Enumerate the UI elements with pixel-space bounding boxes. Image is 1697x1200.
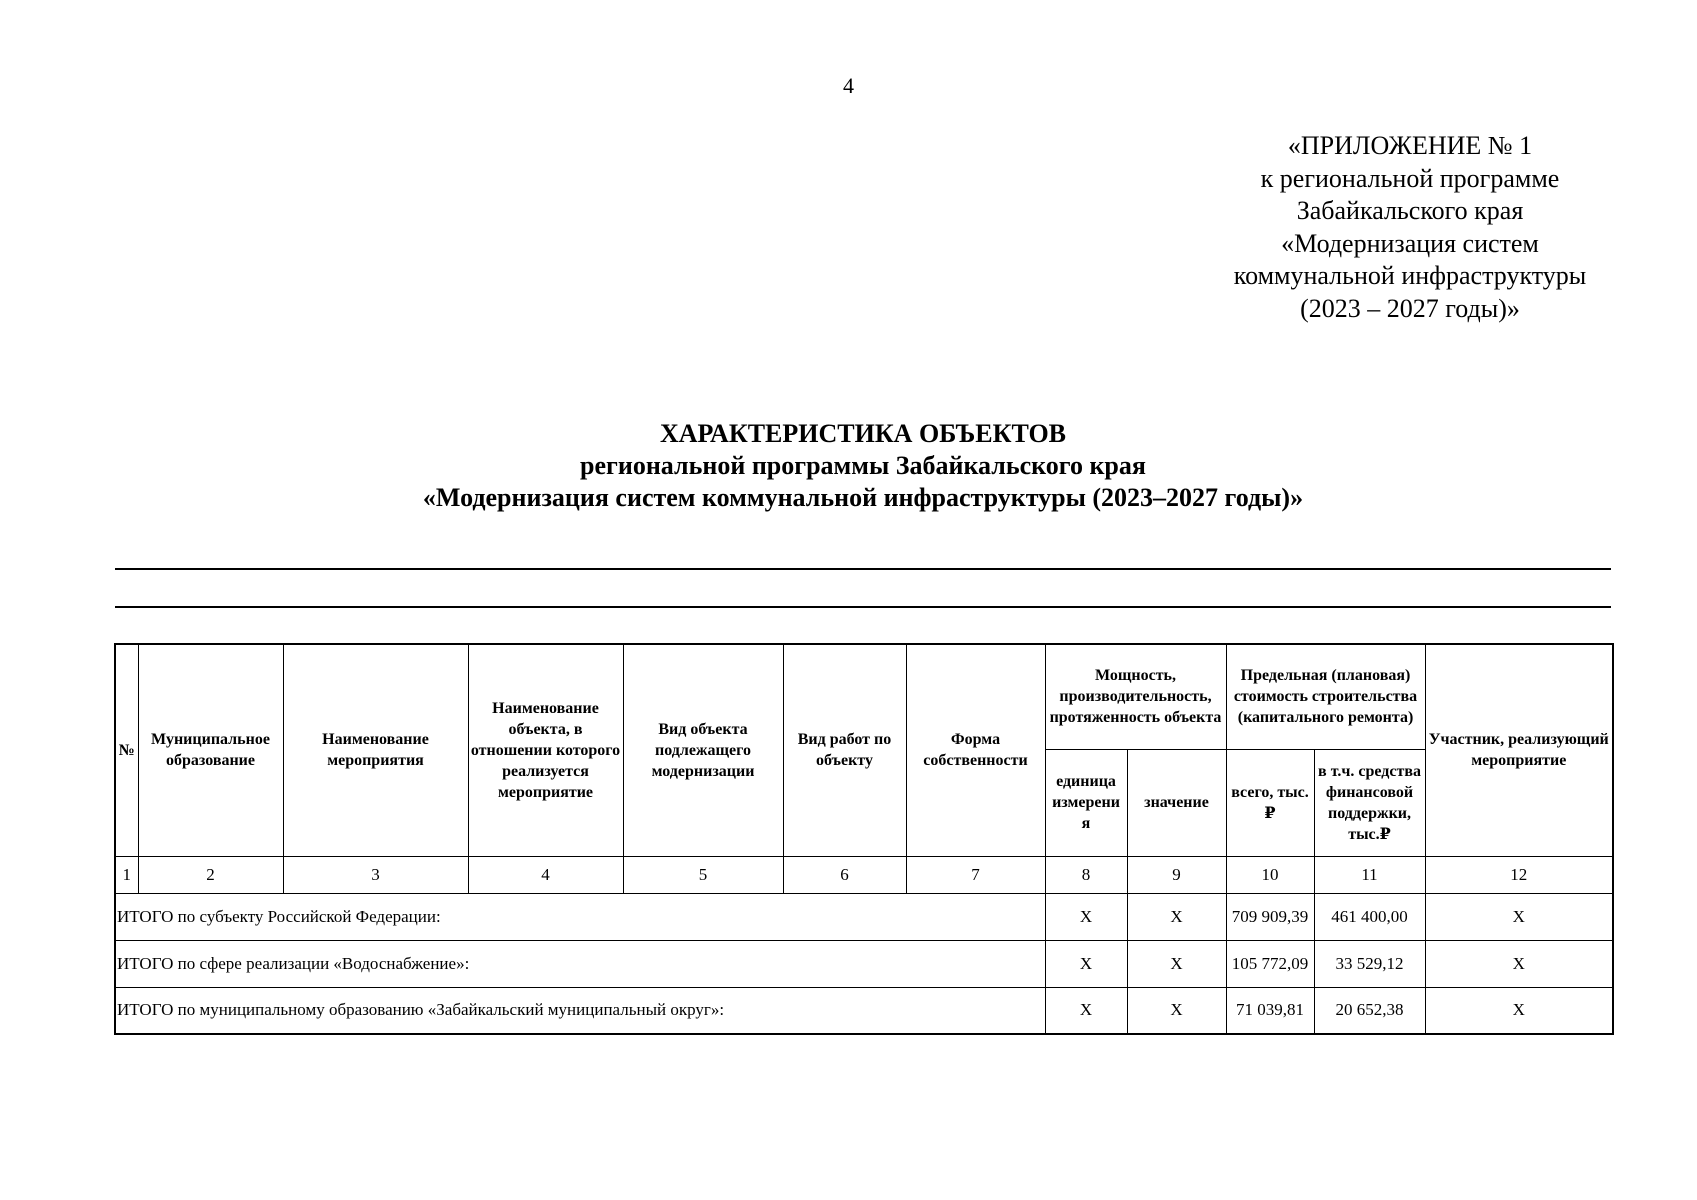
table-row <box>115 940 1613 987</box>
header-cost: Предельная (плановая) стоимость строительства (капитального ремонта) <box>1226 644 1425 749</box>
appendix-line: «ПРИЛОЖЕНИЕ № 1 <box>1287 131 1533 160</box>
total-participant: X <box>1425 893 1613 940</box>
total-value: X <box>1127 987 1226 1034</box>
table-row <box>115 987 1613 1034</box>
header-ownership: Форма собственности <box>906 644 1045 856</box>
column-number: 9 <box>1127 856 1226 893</box>
column-number: 2 <box>138 856 283 893</box>
column-number: 1 <box>115 856 138 893</box>
header-participant: Участник, реализующий мероприятие <box>1425 644 1613 856</box>
title-line: «Модернизация систем коммунальной инфраструктуры (2023–2027 годы)» <box>422 483 1304 512</box>
horizontal-rule <box>115 568 1611 570</box>
header-row <box>115 644 1613 749</box>
total-label: ИТОГО по муниципальному образованию «Забайкальский муниципальный округ»: <box>115 987 1045 1034</box>
title-line: ХАРАКТЕРИСТИКА ОБЪЕКТОВ <box>659 419 1067 448</box>
header-object-name: Наименование объекта, в отношении которого реализуется мероприятие <box>468 644 623 856</box>
column-number: 11 <box>1314 856 1425 893</box>
total-unit: X <box>1045 987 1127 1034</box>
objects-table <box>114 643 1614 1035</box>
column-number: 5 <box>623 856 783 893</box>
total-label: ИТОГО по субъекту Российской Федерации: <box>115 893 1045 940</box>
total-cost: 709 909,39 <box>1226 893 1314 940</box>
total-unit: X <box>1045 940 1127 987</box>
header-object-type: Вид объекта подлежащего модернизации <box>623 644 783 856</box>
total-cost: 71 039,81 <box>1226 987 1314 1034</box>
total-unit: X <box>1045 893 1127 940</box>
appendix-reference <box>1200 130 1620 325</box>
header-activity-name: Наименование мероприятия <box>283 644 468 856</box>
column-number-row <box>115 856 1613 893</box>
total-support: 20 652,38 <box>1314 987 1425 1034</box>
column-number: 7 <box>906 856 1045 893</box>
column-number: 12 <box>1425 856 1613 893</box>
header-cost-total: всего, тыс.₽ <box>1226 749 1314 856</box>
total-value: X <box>1127 893 1226 940</box>
title-line: региональной программы Забайкальского края <box>580 451 1146 480</box>
appendix-line: «Модернизация систем <box>1281 228 1539 258</box>
total-label: ИТОГО по сфере реализации «Водоснабжение»: <box>115 940 1045 987</box>
total-cost: 105 772,09 <box>1226 940 1314 987</box>
document-title <box>115 418 1611 514</box>
table-row <box>115 893 1613 940</box>
column-number: 4 <box>468 856 623 893</box>
horizontal-rule <box>115 606 1611 608</box>
column-number: 8 <box>1045 856 1127 893</box>
total-value: X <box>1127 940 1226 987</box>
header-work-type: Вид работ по объекту <box>783 644 906 856</box>
header-cost-support: в т.ч. средства финансовой поддержки, тыс.₽ <box>1314 749 1425 856</box>
column-number: 6 <box>783 856 906 893</box>
header-no: № <box>115 644 138 856</box>
total-support: 33 529,12 <box>1314 940 1425 987</box>
header-capacity: Мощность, производительность, протяженность объекта <box>1045 644 1226 749</box>
column-number: 10 <box>1226 856 1314 893</box>
header-capacity-value: значение <box>1127 749 1226 856</box>
appendix-line: Забайкальского края <box>1296 196 1524 225</box>
appendix-line: к региональной программе <box>1260 163 1560 193</box>
header-capacity-unit: единица измерени я <box>1045 749 1127 856</box>
total-participant: X <box>1425 987 1613 1034</box>
appendix-line: (2023 – 2027 годы)» <box>1300 293 1520 323</box>
appendix-line: коммунальной инфраструктуры <box>1233 261 1587 290</box>
column-number: 3 <box>283 856 468 893</box>
total-support: 461 400,00 <box>1314 893 1425 940</box>
page-number: 4 <box>843 73 854 98</box>
total-participant: X <box>1425 940 1613 987</box>
header-municipality: Муниципальное образование <box>138 644 283 856</box>
